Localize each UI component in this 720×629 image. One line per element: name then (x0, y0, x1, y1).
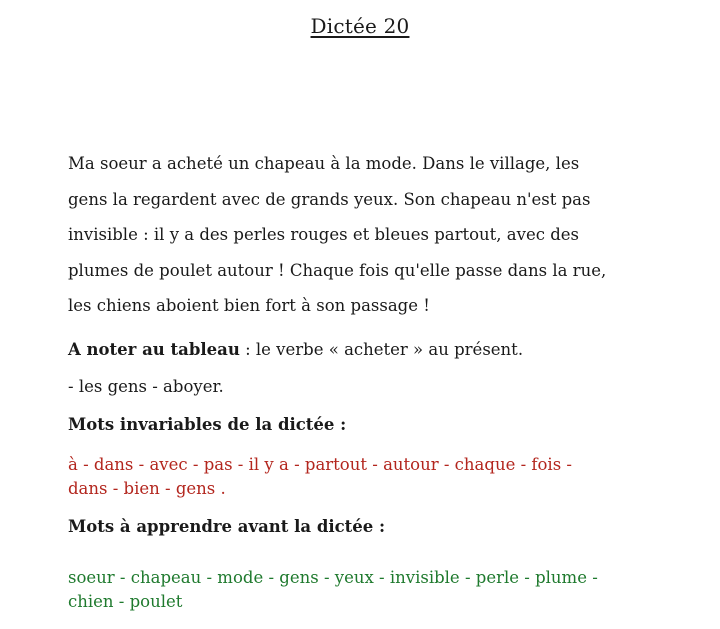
dictation-line: Ma soeur a acheté un chapeau à la mode. Dans le village, les (68, 154, 580, 173)
words-to-learn-heading: Mots à apprendre avant la dictée : (68, 517, 386, 536)
dictation-text (68, 146, 648, 324)
board-note-label: A noter au tableau (68, 340, 240, 359)
dictation-line: invisible : il y a des perles rouges et bleues partout, avec des (68, 225, 579, 244)
dictation-line: plumes de poulet autour ! Chaque fois qu'elle passe dans la rue, (68, 260, 607, 280)
word-list-line: soeur - chapeau - mode - gens - yeux - invisible - perle - plume - (68, 568, 598, 587)
invariable-words-list (68, 453, 658, 501)
board-note-text: : le verbe « acheter » au présent. (239, 340, 524, 359)
board-note (68, 338, 523, 362)
word-list-line: dans - bien - gens . (68, 479, 226, 498)
words-to-learn-list (68, 566, 658, 614)
dictation-line: gens la regardent avec de grands yeux. Son chapeau n'est pas (68, 189, 591, 209)
dictation-line: les chiens aboient bien fort à son passage ! (68, 296, 430, 315)
word-list-line: à - dans - avec - pas - il y a - partout - autour - chaque - fois - (68, 455, 572, 474)
board-note-detail: - les gens - aboyer. (68, 377, 224, 396)
page-title: Dictée 20 (310, 14, 410, 38)
invariable-words-heading: Mots invariables de la dictée : (68, 415, 347, 434)
word-list-line: chien - poulet (68, 592, 183, 611)
